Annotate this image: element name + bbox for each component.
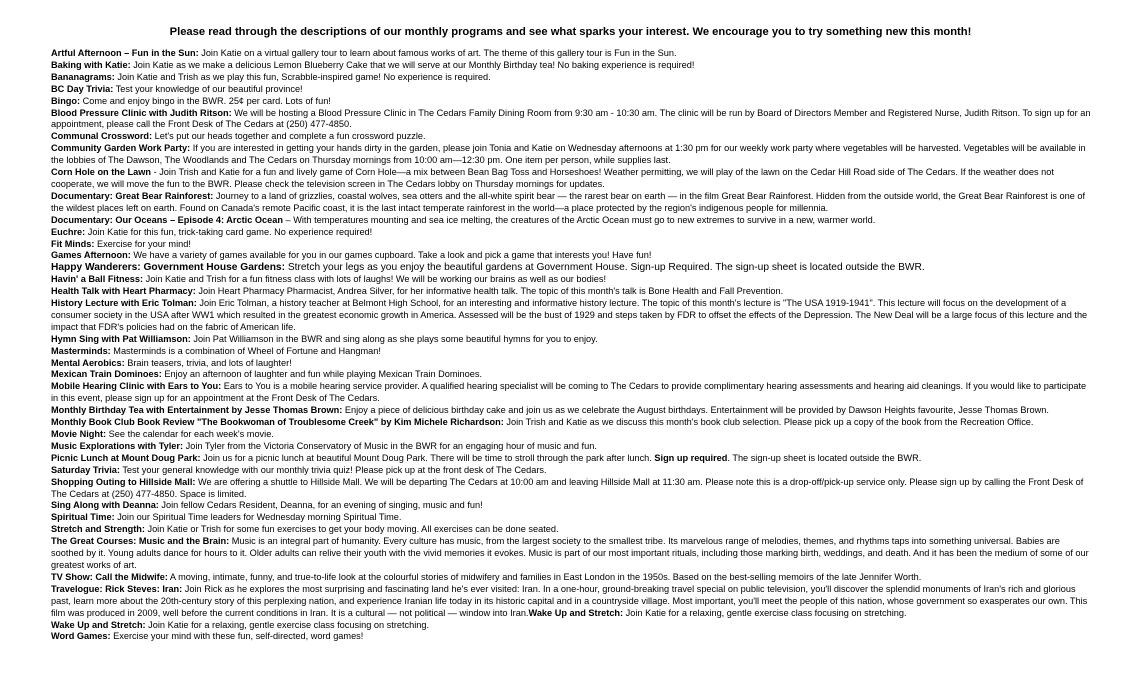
program-name: Blood Pressure Clinic with Judith Ritson: [51, 107, 232, 118]
program-name: Havin' a Ball Fitness: [51, 274, 144, 285]
program-name: Movie Night: [51, 429, 107, 439]
program-description: We will be hosting a Blood Pressure Clinic in The Cedars Family Dining Room from 9:30 am - 10:30 am. The clinic will be run by Board of Directors Member and Registered Nurse, Judith Ritson. To sign up for an appointment, please call the Front Desk of The Cedars at (250) 477-4850. [51, 107, 1091, 130]
program-description: Join our Spiritual Time leaders for Wednesday morning Spiritual Time. [114, 512, 402, 523]
program-entry [51, 334, 1091, 346]
program-entry [51, 465, 1091, 477]
program-entry [51, 358, 1091, 370]
program-entry [51, 620, 1091, 632]
program-entry [51, 143, 1091, 167]
program-name: Wake Up and Stretch: [51, 619, 146, 630]
program-description: Enjoy a piece of delicious birthday cake and join us as we celebrate the August birthdays. Entertainment will be provided by Dawson Heights favourite, Jesse Thomas Brown. [342, 405, 1049, 416]
program-description: Exercise your mind with these fun, self-directed, word games! [110, 631, 364, 642]
program-name: Health Talk with Heart Pharmacy: [51, 286, 196, 297]
program-description: Join Katie as we make a delicious Lemon Blueberry Cake that we will serve at our Monthly Birthday tea! No baking experience is required! [130, 59, 695, 70]
program-name: Stretch and Strength: [51, 524, 145, 535]
program-entry [51, 48, 1091, 60]
program-description: Masterminds is a combination of Wheel of Fortune and Hangman! [110, 345, 381, 356]
program-name: The Great Courses: Music and the Brain: [51, 536, 230, 547]
program-description-continued: . The sign-up sheet is located outside the BWR. [727, 452, 922, 463]
program-entry [51, 429, 1091, 441]
program-inline-emphasis: Sign up required [654, 452, 728, 463]
program-name: Monthly Book Club Book Review "The Bookwoman of Troublesome Creek" by Kim Michele Richardson: [51, 417, 504, 428]
program-name: Spiritual Time: [51, 512, 115, 523]
program-name: Artful Afternoon – Fun in the Sun: [51, 48, 199, 58]
program-description: Join Eric Tolman, a history teacher at Belmont High School, for an interesting and informative history lecture. The topic of this month's lecture is "The USA 1919-1941". This lecture will focus on the development of a consumer society in the USA after WW1 which resulted in the greatest economic growth in America. Assessed will be the bust of 1929 and steps taken by FDR to offset the effects of the Depression. The New Deal will be a large focus of this lecture and the impact that FDR's policies had on the fabric of American life. [51, 298, 1088, 332]
program-name: Shopping Outing to Hillside Mall: [51, 476, 196, 487]
program-description: We are offering a shuttle to Hillside Mall. We will be departing The Cedars at 10:00 am and leaving Hillside Mall at 11:30 am. Please note this is a drop-off/pick-up service only. Please sign up by calling the Front Desk of The Cedars at (250) 477-4850. Space is limited. [51, 476, 1084, 499]
program-description: Join Katie on a virtual gallery tour to learn about famous works of art. The theme of this gallery tour is Fun in the Sun. [198, 48, 677, 58]
program-entry [51, 96, 1091, 108]
program-description: Join Trish and Katie as we discuss this month's book club selection. Please pick up a copy of the book from the Recreation Office. [503, 417, 1034, 428]
program-description: - Join Trish and Katie for a fun and lively game of Corn Hole—a mix between Bean Bag Toss and Horseshoes! Weather permitting, we will play of the lawn on the Cedar Hill Road side of The Cedars. If the weather does not cooperate, we will move the fun to the BWR. Please check the television screen in The Cedars lobby on Thursday mornings for updates. [51, 167, 1054, 189]
program-entry [51, 417, 1091, 429]
program-entry [51, 72, 1091, 84]
program-description: Come and enjoy bingo in the BWR. 25¢ per card. Lots of fun! [80, 95, 331, 106]
program-entry [51, 250, 1091, 262]
program-name: Mobile Hearing Clinic with Ears to You: [51, 381, 222, 392]
program-entry [51, 191, 1091, 215]
program-entry [51, 298, 1091, 334]
program-description: Brain teasers, trivia, and lots of laughter! [124, 357, 292, 368]
program-description: See the calendar for each week's movie. [106, 429, 274, 439]
program-description: Join Rick as he explores the most surprising and fascinating land he's ever visited: Iran. In a one-hour, ground-breaking travel special on public television, you'll discover the splendid monuments of Iran's rich and glorious past, learn more about the 20th-century story of this perplexing nation, and experience Iranian life today in its historic capital and in a countryside village. Most important, you'll meet the people of this nation, whose government so exasperates our own. This film was produced in 2009, well before the current conditions in Iran. It is a cultural — not political — window into Iran. [51, 583, 1088, 618]
program-entry [51, 369, 1091, 381]
program-entry [51, 500, 1091, 512]
program-name: Fit Minds: [51, 238, 95, 249]
program-name: Picnic Lunch at Mount Doug Park: [51, 452, 201, 463]
program-entry [51, 536, 1091, 572]
program-description-continued: Join Katie for a relaxing, gentle exercise class focusing on stretching. [623, 607, 907, 618]
program-description: Music is an integral part of humanity. Every culture has music, from the largest society to the smallest tribe. Its marvelous range of melodies, themes, and rhythms taps into something universal. Babies are soothed by it. Young adults dance for hours to it. Older adults can relive their youth with the vivid memories it evokes. Music is part of our most important rituals, including those marking birth, weddings, and death. And it has been the medium of some of our greatest works of art. [51, 536, 1089, 570]
program-name: Baking with Katie: [51, 59, 131, 70]
program-entry [51, 108, 1091, 132]
program-entry [51, 524, 1091, 536]
program-description: Test your general knowledge with our monthly trivia quiz! Please pick up at the front desk of The Cedars. [119, 464, 547, 475]
program-name: Monthly Birthday Tea with Entertainment by Jesse Thomas Brown: [51, 405, 343, 416]
program-description: Join Katie and Trish for a fun fitness class with lots of laughs! We will be working our brains as well as our bodies! [143, 274, 607, 285]
program-description: If you are interested in getting your hands dirty in the garden, please join Tonia and Katie on Wednesday afternoons at 1:30 pm for our weekly work party where vegetables will be harvested. Vegetables will be available in the lobbies of The Dawson, The Woodlands and The Cedars on Thursday mornings from 10:00 am—12:30 pm. One item per person, while supplies last. [51, 143, 1086, 166]
program-entry [51, 572, 1091, 584]
program-name: Mexican Train Dominoes: [51, 369, 162, 380]
program-name: Travelogue: Rick Steves: Iran: [51, 583, 183, 594]
program-description: Stretch your legs as you enjoy the beautiful gardens at Government House. Sign-up Required. The sign-up sheet is located outside the BWR. [285, 262, 925, 274]
program-name: Mental Aerobics: [51, 357, 125, 368]
program-description: Join us for a picnic lunch at beautiful Mount Doug Park. There will be time to stroll through the park after lunch. [200, 452, 655, 463]
program-entry [51, 60, 1091, 72]
program-name: Music Explorations with Tyler: [51, 440, 184, 451]
program-name: Masterminds: [51, 345, 111, 356]
program-description: Enjoy an afternoon of laughter and fun while playing Mexican Train Dominoes. [161, 369, 483, 380]
program-name: Saturday Trivia: [51, 464, 120, 475]
program-description: Join Katie for a relaxing, gentle exercise class focusing on stretching. [145, 619, 430, 630]
program-description: Join fellow Cedars Resident, Deanna, for an evening of singing, music and fun! [158, 500, 483, 511]
program-entry [51, 441, 1091, 453]
program-entry [51, 631, 1091, 643]
program-name: BC Day Trivia: [51, 83, 114, 94]
program-description: A moving, intimate, funny, and true-to-life look at the colourful stories of midwifery and families in East London in the 1950s. Based on the best-selling memoirs of the late Jennifer Worth. [167, 571, 922, 582]
program-name: Bananagrams: [51, 71, 115, 82]
intro-heading: Please read through the descriptions of our monthly programs and see what sparks your interest. We encourage you to try something new this month! [169, 26, 972, 38]
program-description: Join Katie for this fun, trick-taking card game. No experience required! [85, 226, 373, 237]
program-name: Happy Wanderers: Government House Gardens: [51, 262, 285, 274]
program-entry [51, 381, 1091, 405]
program-description: Join Katie or Trish for some fun exercises to get your body moving. All exercises can be done seated. [144, 524, 559, 535]
program-name: Corn Hole on the Lawn [51, 167, 152, 178]
program-description: We have a variety of games available for you in our games cupboard. Take a look and pick a game that interests you! Have fun! [130, 250, 652, 261]
program-description: Test your knowledge of our beautiful province! [113, 83, 303, 94]
program-entry [51, 512, 1091, 524]
program-name: Euchre: [51, 226, 86, 237]
program-entry [51, 584, 1091, 620]
program-name: Hymn Sing with Pat Williamson: [51, 333, 191, 344]
program-description: Let's put our heads together and complete a fun crossword puzzle. [152, 131, 426, 142]
program-name: TV Show: Call the Midwife: [51, 571, 168, 582]
program-entry [51, 477, 1091, 501]
program-entry [51, 167, 1091, 191]
program-entry [51, 405, 1091, 417]
program-entry [51, 262, 1091, 274]
program-description: – With temperatures mounting and sea ice melting, the creatures of the Arctic Ocean must go to new extremes to survive in a new, warmer world. [282, 214, 876, 225]
program-name: Bingo: [51, 95, 81, 106]
program-description: Join Tyler from the Victoria Conservatory of Music in the BWR for an engaging hour of music and fun. [183, 440, 597, 451]
program-description: Journey to a land of grizzlies, coastal wolves, sea otters and the all-white spirit bear — the rarest bear on earth — in the film Great Bear Rainforest. Hidden from the outside world, the Great Bear Rainforest is one of the wildest places left on earth. Found on Canada's remote Pacific coast, it is the last intact temperate rainforest in the world—a place protected by the region's indigenous people for millennia. [51, 190, 1086, 213]
program-name: Documentary: Great Bear Rainforest: [51, 190, 214, 201]
program-description: Ears to You is a mobile hearing service provider. A qualified hearing specialist will be coming to The Cedars to provide complimentary hearing assessments and hearing aid cleanings. If you would like to participate in this event, please sign up for an appointment at the Front Desk of The Cedars. [51, 381, 1087, 404]
program-entry [51, 286, 1091, 298]
program-name: Communal Crossword: [51, 131, 153, 142]
program-entry [51, 274, 1091, 286]
program-name: Games Afternoon: [51, 250, 131, 261]
program-name: Community Garden Work Party: [51, 143, 191, 154]
program-entry [51, 239, 1091, 251]
program-entry [51, 227, 1091, 239]
program-description: Join Pat Williamson in the BWR and sing along as she plays some beautiful hymns for you to enjoy. [190, 333, 598, 344]
program-inline-emphasis: Wake Up and Stretch: [528, 607, 624, 618]
program-entry [51, 215, 1091, 227]
program-entry [51, 453, 1091, 465]
program-name: Documentary: Our Oceans – Episode 4: Arctic Ocean [51, 214, 283, 225]
program-name: Word Games: [51, 631, 111, 642]
program-entry [51, 131, 1091, 143]
program-name: Sing Along with Deanna: [51, 500, 159, 511]
program-description: Join Heart Pharmacy Pharmacist, Andrea Silver, for her informative health talk. The topic of this month's talk is Bone Health and Fall Prevention. [195, 286, 784, 297]
program-list [51, 48, 1091, 643]
program-entry [51, 346, 1091, 358]
program-entry [51, 84, 1091, 96]
program-description: Join Katie and Trish as we play this fun, Scrabble-inspired game! No experience is required. [114, 71, 491, 82]
program-name: History Lecture with Eric Tolman: [51, 298, 197, 309]
program-description: Exercise for your mind! [94, 238, 191, 249]
